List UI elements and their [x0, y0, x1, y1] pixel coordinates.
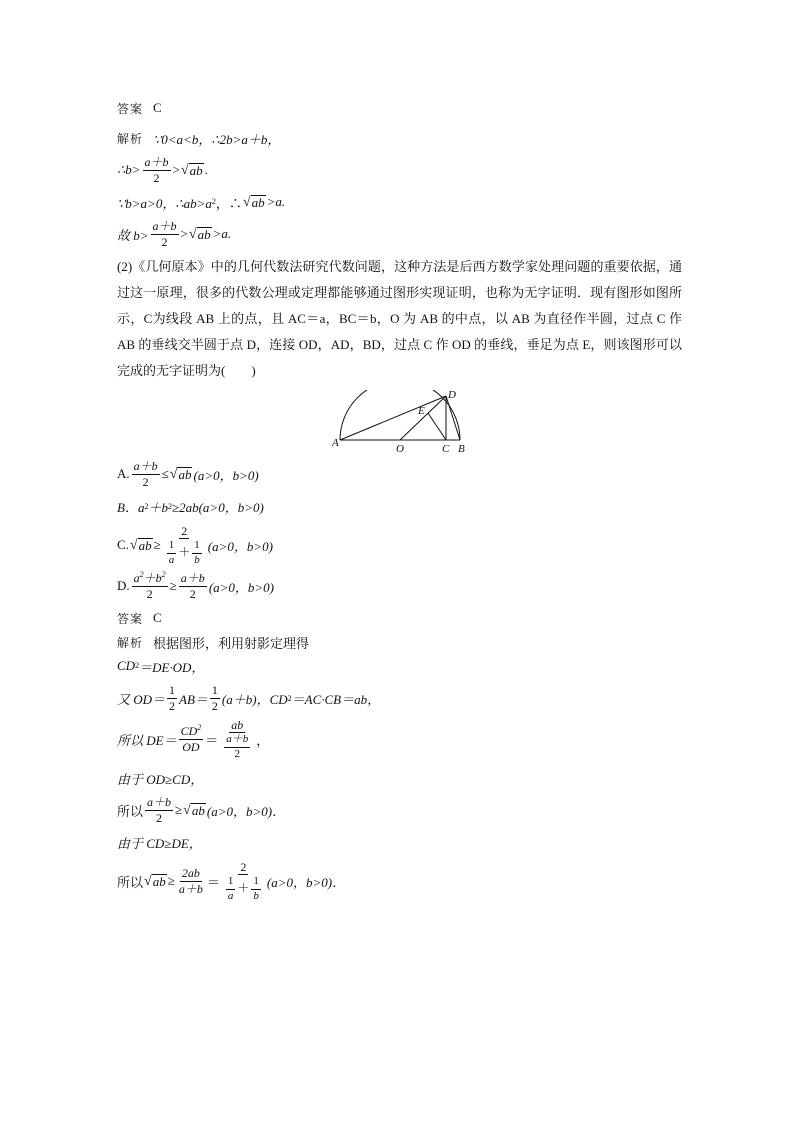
fraction-numerator: 1 — [192, 540, 202, 554]
fraction-denominator: b — [194, 553, 200, 566]
expr-text: ， — [256, 732, 270, 748]
expr-text: a — [133, 571, 140, 586]
expr-text: ，∴ — [215, 195, 242, 211]
fraction-denominator: 2 — [146, 586, 153, 601]
solution-text: 根据图形，利用射影定理得 — [153, 635, 310, 651]
fraction-denominator: 2 — [189, 586, 196, 601]
radicand: ab — [152, 873, 166, 889]
plus-sign: ＋ — [237, 880, 250, 895]
answer-label: 答案 — [117, 101, 144, 116]
fraction-denominator: 2 — [234, 747, 241, 760]
fraction-numerator: a＋b — [147, 795, 172, 810]
worked-solution — [117, 96, 682, 902]
expr-text: ＋b — [143, 571, 162, 586]
square-root: √ ab — [242, 194, 265, 210]
relation-symbol: > — [180, 226, 188, 242]
fraction-numerator: a＋b — [152, 219, 177, 234]
fraction-denominator — [163, 539, 206, 566]
step-5 — [117, 796, 682, 824]
solution-line-3: ∵b>a>0，∴ab>a 2 ，∴ √ ab >a. — [117, 194, 286, 211]
fraction-denominator: a＋b — [178, 881, 203, 896]
square-root: √ ab — [129, 537, 152, 553]
radicand: ab — [178, 466, 192, 482]
option-c — [117, 525, 682, 567]
expr-text: >a. — [266, 194, 286, 210]
radicand: ab — [191, 802, 205, 818]
fraction-denominator: 2 — [169, 699, 176, 714]
equals-sign: ＝ — [205, 732, 219, 748]
segment-ad — [340, 396, 446, 440]
fraction — [192, 540, 202, 566]
relation-symbol: ≥ — [167, 873, 175, 889]
fraction-denominator: b — [253, 889, 259, 902]
fraction-numerator: a＋b — [144, 155, 169, 169]
point-label-d: D — [447, 390, 456, 402]
fraction-denominator: 2 — [156, 810, 163, 825]
fraction-numerator — [132, 572, 168, 587]
step-6 — [117, 831, 682, 855]
relation-symbol: ≥ — [169, 578, 177, 594]
square-root: √ ab — [183, 802, 205, 818]
expr-text: . — [204, 162, 208, 178]
fraction — [224, 734, 250, 760]
point-label-e: E — [417, 405, 425, 418]
point-label-c: C — [441, 443, 449, 455]
radicand: ab — [189, 162, 203, 178]
point-label-a: A — [331, 437, 339, 450]
fraction — [226, 876, 236, 902]
condition-text: (a>0，b>0) — [193, 467, 259, 483]
fraction-denominator: a — [168, 553, 175, 566]
fraction-numerator: 2 — [181, 523, 188, 538]
answer-label: 答案 — [117, 611, 144, 626]
equals-sign: ＝ — [206, 874, 220, 890]
condition-text: (a>0，b>0)． — [206, 803, 286, 819]
expr-text: B．a — [117, 500, 145, 516]
fraction-numerator: 1 — [226, 876, 236, 890]
fraction — [179, 572, 207, 600]
radicand: ab — [197, 226, 211, 242]
fraction — [220, 719, 254, 761]
semicircle-figure — [117, 390, 682, 454]
square-root: √ ab — [144, 873, 166, 889]
square-root: √ ab — [180, 162, 203, 178]
step-2: 又 OD＝ $\frac{1}{2}$ AB＝ $\frac{1}{2}$ (a＋b)，CD 2 ＝AC·CB＝ab， — [117, 683, 381, 714]
expr-text: ∴b> — [117, 162, 141, 178]
plus-sign: ＋ — [178, 544, 191, 559]
answer-value: C — [153, 610, 162, 626]
condition-text: (a>0，b>0) — [208, 579, 275, 595]
fraction — [167, 684, 177, 712]
square-root: √ ab — [188, 226, 211, 242]
fraction — [177, 867, 205, 895]
fraction — [222, 861, 265, 903]
point-label-b: B — [457, 443, 465, 455]
segment-ce — [428, 413, 446, 440]
exponent: 2 — [161, 570, 166, 580]
fraction — [251, 876, 261, 902]
fraction — [210, 684, 220, 712]
fraction — [143, 156, 171, 184]
expr-text: 由于 CD≥DE， — [117, 836, 202, 851]
solution-line-4 — [117, 220, 682, 248]
option-letter: A. — [117, 466, 130, 482]
segment-od — [400, 396, 446, 440]
radicand: ab — [138, 537, 152, 553]
option-a — [117, 460, 682, 488]
solution-label: 解析 — [117, 131, 144, 146]
expr-text: ＝AC·CB＝ab， — [291, 692, 381, 708]
fraction-denominator: 2 — [153, 170, 160, 185]
expr-text: ∵b>a>0，∴ab>a — [117, 195, 212, 211]
condition-text: (a>0，b>0)． — [266, 874, 346, 890]
fraction — [145, 796, 173, 824]
square-root: √ ab — [169, 466, 192, 482]
option-letter: C. — [117, 537, 129, 553]
condition-text: (a>0，b>0) — [207, 538, 273, 554]
fraction-numerator — [179, 725, 204, 740]
relation-symbol: ≥ — [153, 537, 161, 553]
solution-line-1 — [117, 126, 682, 150]
step-4 — [117, 766, 682, 790]
fraction-numerator: 2 — [240, 859, 247, 874]
exponent: 2 — [139, 570, 144, 580]
fraction-denominator — [220, 733, 254, 760]
solution-label: 解析 — [117, 635, 144, 650]
step-7 — [117, 861, 682, 903]
fraction-numerator: 1 — [211, 683, 218, 698]
expr-text: 又 OD＝ — [117, 692, 166, 708]
expr-text: 所以 — [117, 803, 144, 819]
expr-text: AB＝ — [179, 692, 208, 708]
fraction-numerator: a＋b — [180, 571, 205, 586]
fraction — [163, 525, 206, 567]
question-2-stem: (2)《几何原本》中的几何代数法研究代数问题，这种方法是后西方数学家处理问题的重要依据，通过这一原理，很多的代数公理或定理都能够通过图形实现证明，也称为无字证明．现有图形如图所示，C为线段 AB 上的点，且 AC＝a，BC＝b，O 为 AB 的中点，以 AB 为直径作半圆，过点 C 作 AB 的垂线交半圆于点 D，连接 OD，AD，BD，过点 C 作 OD 的垂线，垂足为点 E，则该图形可以完成的无字证明为( ) — [117, 259, 682, 379]
expr-text: 由于 OD≥CD， — [117, 771, 204, 787]
fraction — [179, 725, 204, 753]
solution-text: ∵0<a<b，∴2b>a＋b， — [153, 131, 281, 147]
fraction-numerator: a＋b — [133, 459, 158, 474]
expr-text: 所以 — [117, 874, 144, 890]
expr-text: ≥2ab(a>0，b>0) — [171, 500, 264, 516]
relation-symbol: ≥ — [175, 802, 183, 818]
answer-line-2 — [117, 606, 682, 630]
fraction-denominator: a — [227, 889, 234, 902]
relation-symbol: > — [172, 162, 180, 178]
fraction — [151, 220, 179, 248]
fraction-numerator: 1 — [167, 540, 177, 554]
expr-text: CD — [117, 658, 136, 674]
segment-bd — [446, 396, 460, 440]
expr-text: ＝DE·OD， — [139, 659, 205, 675]
expr-text: ＋b — [148, 500, 168, 516]
fraction — [132, 572, 168, 600]
point-label-o: O — [395, 443, 404, 455]
solution-line-2 — [117, 156, 682, 184]
step-1: CD 2 ＝DE·OD， — [117, 658, 205, 675]
expr-text: 所以 DE＝ — [117, 732, 177, 748]
radicand: ab — [251, 194, 265, 210]
fraction-denominator: 2 — [161, 234, 168, 249]
option-d — [117, 572, 682, 600]
geometry-diagram — [330, 390, 470, 454]
expr-text: >a. — [212, 226, 232, 242]
exponent: 2 — [197, 723, 202, 733]
step-3 — [117, 719, 682, 761]
expr-text: (a＋b)，CD — [221, 692, 288, 708]
expr-text: CD — [180, 724, 198, 739]
fraction-denominator: 2 — [142, 474, 149, 489]
fraction-denominator — [222, 875, 265, 902]
option-b: B．a 2 ＋b 2 ≥2ab(a>0，b>0) — [117, 495, 682, 519]
fraction-denominator: OD — [182, 739, 200, 754]
expr-text: 故 b> — [117, 227, 149, 243]
solution-intro-2 — [117, 630, 682, 654]
fraction-numerator: ab — [231, 717, 244, 732]
fraction-numerator: 1 — [251, 876, 261, 890]
answer-value: C — [153, 100, 162, 115]
fraction-denominator: 2 — [211, 699, 218, 714]
fraction-numerator: a＋b — [224, 734, 250, 748]
fraction-numerator: 2ab — [181, 866, 200, 881]
fraction — [167, 540, 177, 566]
option-letter: D. — [117, 578, 130, 594]
answer-line-1 — [117, 96, 682, 120]
relation-symbol: ≤ — [161, 466, 169, 482]
fraction-numerator: 1 — [169, 683, 176, 698]
fraction — [132, 460, 160, 488]
